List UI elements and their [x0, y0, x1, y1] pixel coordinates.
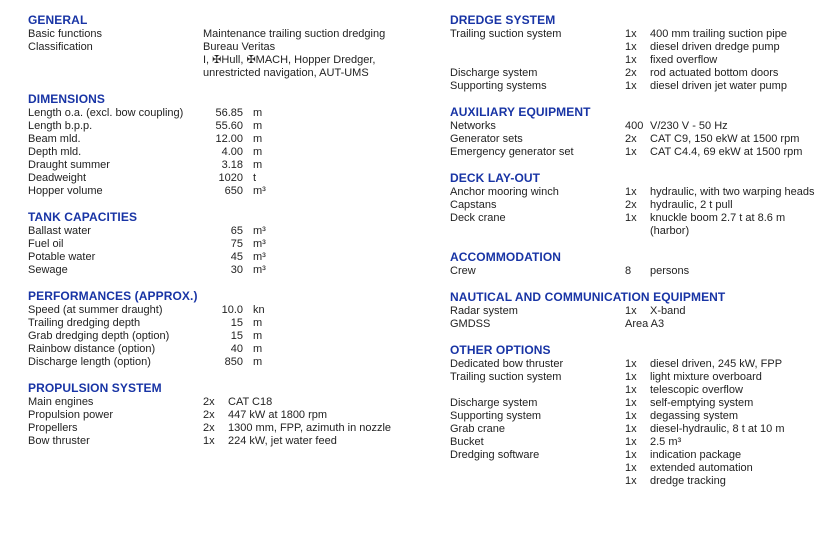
- row-unit: m³: [253, 251, 266, 263]
- row-value: 650: [224, 185, 243, 197]
- row-qty: 1x: [625, 146, 637, 158]
- row-label: Rainbow distance (option): [28, 343, 156, 355]
- spec-row: [28, 396, 450, 409]
- row-value: 65: [230, 225, 243, 237]
- row-desc: hydraulic, 2 t pull: [650, 199, 733, 211]
- spec-section: [450, 343, 828, 488]
- row-unit: m³: [253, 264, 266, 276]
- row-qty: 1x: [625, 212, 637, 224]
- row-value: 75: [230, 238, 243, 250]
- spec-row: [450, 67, 828, 80]
- row-label: Generator sets: [450, 133, 523, 145]
- row-desc: V/230 V - 50 Hz: [650, 120, 728, 132]
- row-unit: t: [253, 172, 257, 184]
- spec-section: [28, 13, 450, 80]
- row-desc: rod actuated bottom doors: [650, 67, 779, 79]
- row-qty: 2x: [625, 199, 637, 211]
- spec-row: [450, 318, 828, 331]
- row-qty: 1x: [625, 41, 637, 53]
- spec-row: [28, 172, 450, 185]
- row-unit: m: [253, 159, 263, 171]
- row-value: 56.85: [215, 107, 243, 119]
- spec-row: [28, 409, 450, 422]
- spec-row: [450, 225, 828, 238]
- row-unit: kn: [253, 304, 265, 316]
- row-label: Anchor mooring winch: [450, 186, 559, 198]
- row-qty: 1x: [625, 397, 637, 409]
- row-qty: 2x: [625, 133, 637, 145]
- section-title: NAUTICAL AND COMMUNICATION EQUIPMENT: [450, 290, 726, 304]
- spec-row: [450, 305, 828, 318]
- row-unit: m³: [253, 238, 266, 250]
- row-desc: hydraulic, with two warping heads: [650, 186, 815, 198]
- spec-row: [450, 41, 828, 54]
- row-qty: 1x: [625, 436, 637, 448]
- desc-line: I, ✠Hull, ✠MACH, Hopper Dredger,: [203, 54, 376, 66]
- row-label: Deadweight: [28, 172, 87, 184]
- spec-section: [450, 105, 828, 159]
- row-qty: 2x: [203, 422, 215, 434]
- spec-section: [28, 381, 450, 448]
- section-title: OTHER OPTIONS: [450, 343, 551, 357]
- spec-row: [450, 265, 828, 278]
- row-label: Length b.p.p.: [28, 120, 93, 132]
- section-title: TANK CAPACITIES: [28, 210, 138, 224]
- row-value: 4.00: [221, 146, 243, 158]
- row-label: Speed (at summer draught): [28, 304, 163, 316]
- spec-row: [28, 238, 450, 251]
- row-desc: 224 kW, jet water feed: [228, 435, 337, 447]
- spec-row: [450, 212, 828, 225]
- row-label: Propellers: [28, 422, 78, 434]
- row-label: Radar system: [450, 305, 518, 317]
- row-value: 12.00: [215, 133, 243, 145]
- spec-row: [28, 317, 450, 330]
- section-title: DIMENSIONS: [28, 92, 106, 106]
- row-label: Ballast water: [28, 225, 91, 237]
- row-label: Emergency generator set: [450, 146, 574, 158]
- spec-row: [28, 225, 450, 238]
- spec-row: [450, 80, 828, 93]
- row-qty: 1x: [625, 462, 637, 474]
- row-label: Length o.a. (excl. bow coupling): [28, 107, 184, 119]
- row-value: 55.60: [215, 120, 243, 132]
- spec-row: [450, 358, 828, 371]
- row-value: 45: [230, 251, 243, 263]
- spec-row: [28, 185, 450, 198]
- row-qty: 1x: [203, 435, 215, 447]
- row-unit: m: [253, 107, 263, 119]
- section-title: PROPULSION SYSTEM: [28, 381, 162, 395]
- spec-column-right: [450, 13, 828, 488]
- row-qty: 1x: [625, 305, 637, 317]
- row-qty: 1x: [625, 410, 637, 422]
- row-unit: m: [253, 317, 263, 329]
- row-label: Potable water: [28, 251, 96, 263]
- row-desc: self-emptying system: [650, 397, 754, 409]
- row-desc: CAT C18: [228, 396, 273, 408]
- row-label: Basic functions: [28, 28, 102, 40]
- spec-section: [28, 210, 450, 277]
- spec-row: [28, 107, 450, 120]
- row-qty: 1x: [625, 371, 637, 383]
- row-desc: knuckle boom 2.7 t at 8.6 m: [650, 212, 786, 224]
- row-qty: 400: [625, 120, 644, 132]
- row-desc: light mixture overboard: [650, 371, 762, 383]
- row-unit: m: [253, 356, 263, 368]
- row-qty: 1x: [625, 54, 637, 66]
- spec-row: [450, 397, 828, 410]
- section-title: DREDGE SYSTEM: [450, 13, 556, 27]
- spec-row: [28, 435, 450, 448]
- row-label: Capstans: [450, 199, 497, 211]
- row-label: Trailing dredging depth: [28, 317, 141, 329]
- row-label: Sewage: [28, 264, 68, 276]
- spec-row: [28, 41, 450, 80]
- row-desc: diesel driven dredge pump: [650, 41, 780, 53]
- row-label: Propulsion power: [28, 409, 113, 421]
- section-title: GENERAL: [28, 13, 88, 27]
- spec-row: [450, 120, 828, 133]
- row-desc: telescopic overflow: [650, 384, 743, 396]
- row-label: Fuel oil: [28, 238, 64, 250]
- row-value: 30: [230, 264, 243, 276]
- row-label: Depth mld.: [28, 146, 82, 158]
- spec-row: [28, 343, 450, 356]
- row-desc: X-band: [650, 305, 686, 317]
- row-label: Supporting system: [450, 410, 542, 422]
- row-desc: fixed overflow: [650, 54, 718, 66]
- row-label: Draught summer: [28, 159, 110, 171]
- row-qty: 1x: [625, 449, 637, 461]
- row-desc: 2.5 m³: [650, 436, 682, 448]
- row-label: Discharge length (option): [28, 356, 151, 368]
- row-qty: 1x: [625, 423, 637, 435]
- row-label: Trailing suction system: [450, 28, 562, 40]
- row-unit: m: [253, 330, 263, 342]
- row-label: Main engines: [28, 396, 94, 408]
- row-desc: indication package: [650, 449, 742, 461]
- spec-row: [450, 146, 828, 159]
- spec-row: [450, 54, 828, 67]
- spec-section: [450, 171, 828, 238]
- row-desc: diesel-hydraulic, 8 t at 10 m: [650, 423, 785, 435]
- row-value: 850: [224, 356, 243, 368]
- row-label: Hopper volume: [28, 185, 103, 197]
- spec-row: [28, 356, 450, 369]
- spec-row: [450, 371, 828, 384]
- spec-section: [450, 250, 828, 278]
- desc-line: Maintenance trailing suction dredging: [203, 28, 386, 40]
- row-qty: 1x: [625, 186, 637, 198]
- spec-row: [450, 462, 828, 475]
- row-label: GMDSS: [450, 318, 491, 330]
- spec-section: [450, 290, 828, 331]
- row-desc: degassing system: [650, 410, 739, 422]
- row-qty: 2x: [203, 409, 215, 421]
- row-desc: diesel driven jet water pump: [650, 80, 787, 92]
- row-desc: diesel driven, 245 kW, FPP: [650, 358, 783, 370]
- row-desc: extended automation: [650, 462, 753, 474]
- row-unit: m³: [253, 225, 266, 237]
- section-title: PERFORMANCES (APPROX.): [28, 289, 198, 303]
- row-desc: 1300 mm, FPP, azimuth in nozzle: [228, 422, 392, 434]
- row-unit: m: [253, 120, 263, 132]
- spec-row: [450, 28, 828, 41]
- row-unit: m: [253, 343, 263, 355]
- spec-row: [28, 159, 450, 172]
- row-label: Deck crane: [450, 212, 506, 224]
- spec-row: [450, 423, 828, 436]
- section-title: AUXILIARY EQUIPMENT: [450, 105, 591, 119]
- row-qty: 1x: [625, 80, 637, 92]
- spec-row: [28, 120, 450, 133]
- spec-row: [450, 475, 828, 488]
- row-label: Trailing suction system: [450, 371, 562, 383]
- row-label: Crew: [450, 265, 476, 277]
- row-qty: 1x: [625, 475, 637, 487]
- row-qty: 2x: [203, 396, 215, 408]
- spec-column-left: [28, 13, 450, 488]
- row-unit: m: [253, 146, 263, 158]
- row-desc: (harbor): [650, 225, 690, 237]
- row-qty: Area A3: [625, 318, 665, 330]
- spec-row: [28, 251, 450, 264]
- row-qty: 1x: [625, 358, 637, 370]
- row-unit: m³: [253, 185, 266, 197]
- spec-row: [450, 384, 828, 397]
- desc-line: unrestricted navigation, AUT-UMS: [203, 67, 369, 79]
- spec-row: [450, 436, 828, 449]
- row-desc: 400 mm trailing suction pipe: [650, 28, 787, 40]
- row-unit: m: [253, 133, 263, 145]
- section-title: ACCOMMODATION: [450, 250, 562, 264]
- spec-row: [28, 330, 450, 343]
- row-label: Supporting systems: [450, 80, 547, 92]
- row-desc: CAT C4.4, 69 ekW at 1500 rpm: [650, 146, 803, 158]
- spec-row: [450, 199, 828, 212]
- spec-row: [28, 146, 450, 159]
- row-value: 1020: [218, 172, 243, 184]
- row-label: Grab dredging depth (option): [28, 330, 170, 342]
- row-value: 15: [230, 330, 243, 342]
- spec-row: [28, 28, 450, 41]
- row-desc: 447 kW at 1800 rpm: [228, 409, 328, 421]
- spec-row: [450, 186, 828, 199]
- row-qty: 1x: [625, 384, 637, 396]
- row-label: Dedicated bow thruster: [450, 358, 564, 370]
- spec-row: [28, 264, 450, 277]
- row-desc: persons: [650, 265, 690, 277]
- row-label: Discharge system: [450, 67, 538, 79]
- row-label: Dredging software: [450, 449, 540, 461]
- spec-row: [450, 133, 828, 146]
- row-desc: CAT C9, 150 ekW at 1500 rpm: [650, 133, 800, 145]
- spec-row: [450, 449, 828, 462]
- row-value: 15: [230, 317, 243, 329]
- spec-row: [450, 410, 828, 423]
- spec-section: [28, 289, 450, 369]
- row-qty: 8: [625, 265, 632, 277]
- spec-row: [28, 133, 450, 146]
- desc-line: Bureau Veritas: [203, 41, 276, 53]
- row-label: Discharge system: [450, 397, 538, 409]
- spec-section: [450, 13, 828, 93]
- row-qty: 1x: [625, 28, 637, 40]
- row-label: Bow thruster: [28, 435, 90, 447]
- row-label: Beam mld.: [28, 133, 81, 145]
- row-desc: dredge tracking: [650, 475, 726, 487]
- row-desc-block: [203, 28, 450, 41]
- row-qty: 2x: [625, 67, 637, 79]
- row-label: Networks: [450, 120, 496, 132]
- spec-row: [28, 304, 450, 317]
- section-title: DECK LAY-OUT: [450, 171, 541, 185]
- row-label: Grab crane: [450, 423, 506, 435]
- row-label: Classification: [28, 41, 93, 53]
- row-value: 3.18: [221, 159, 243, 171]
- row-value: 10.0: [221, 304, 243, 316]
- spec-row: [28, 422, 450, 435]
- row-desc-block: [203, 41, 450, 80]
- row-value: 40: [230, 343, 243, 355]
- spec-section: [28, 92, 450, 198]
- row-label: Bucket: [450, 436, 484, 448]
